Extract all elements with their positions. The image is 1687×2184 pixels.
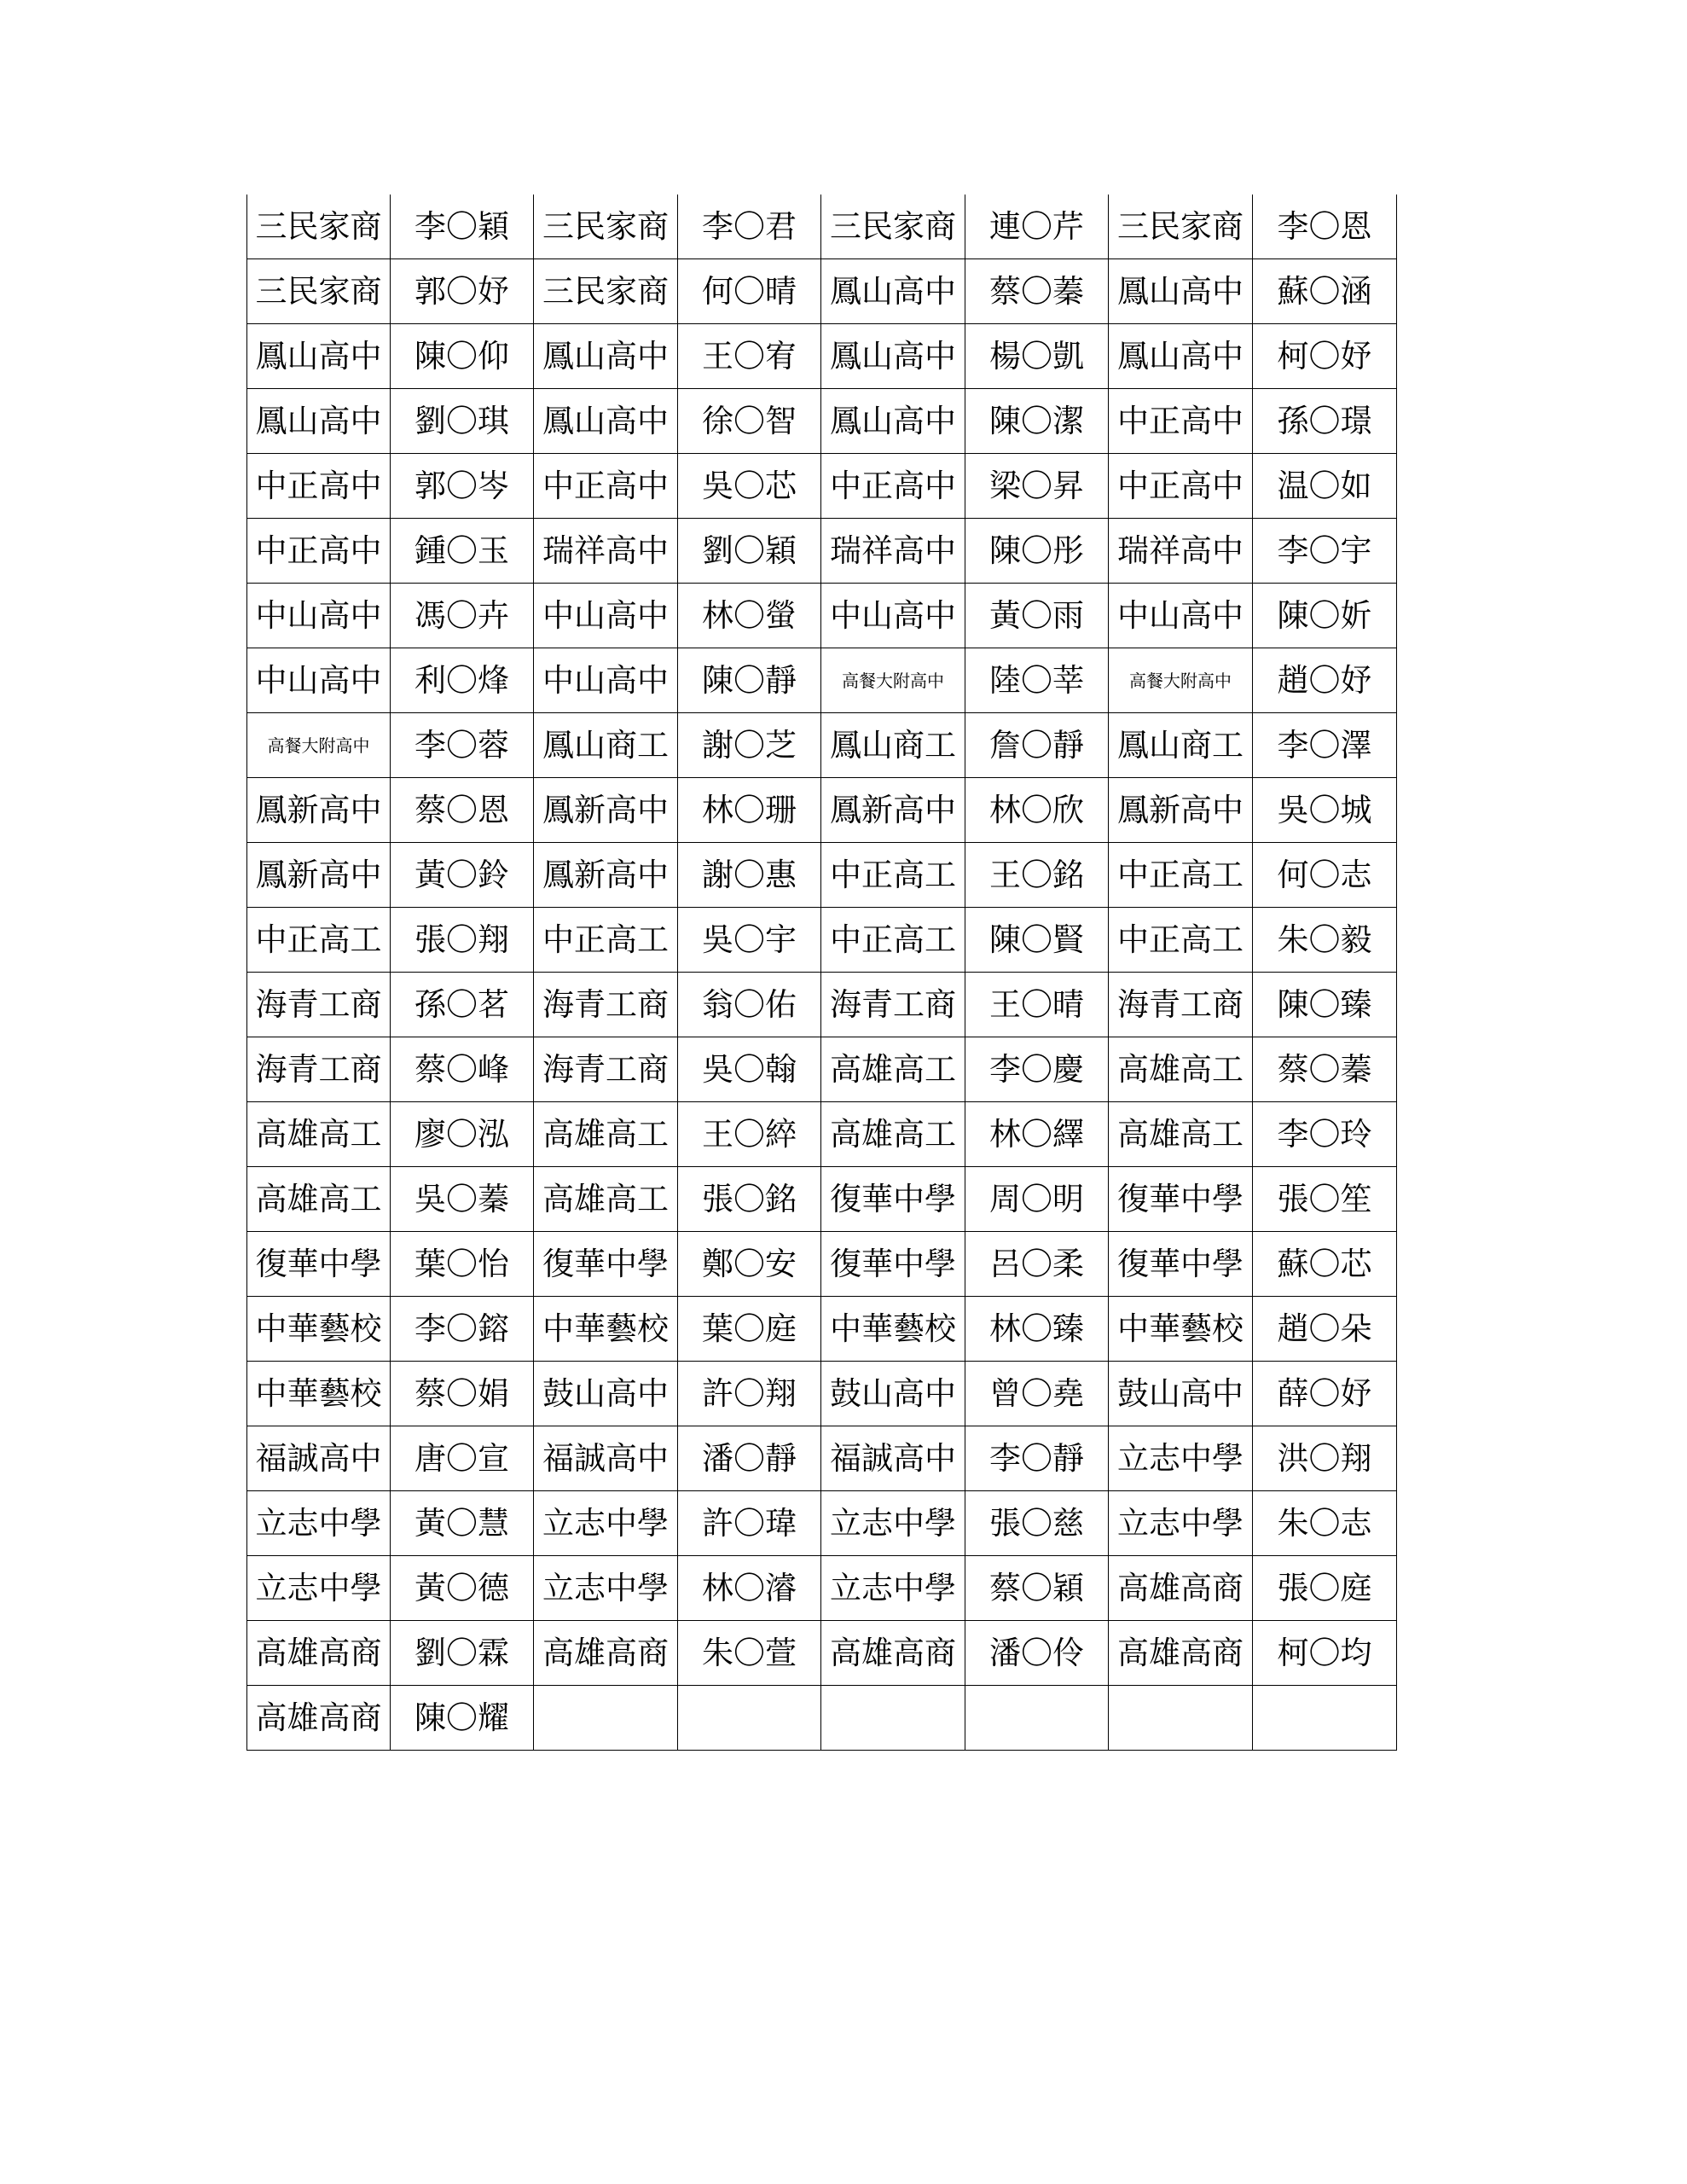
table-row <box>247 1621 1397 1686</box>
student-name-cell: 劉〇霖 <box>391 1621 534 1686</box>
student-name-cell: 李〇慶 <box>965 1037 1109 1102</box>
school-cell: 鳳山商工 <box>821 713 965 778</box>
student-name-cell: 許〇翔 <box>678 1362 821 1426</box>
school-cell: 中正高工 <box>1109 843 1253 908</box>
table-row <box>247 1102 1397 1167</box>
student-name-cell: 何〇志 <box>1253 843 1397 908</box>
student-name-cell: 蔡〇蓁 <box>965 259 1109 324</box>
student-name-cell: 林〇繹 <box>965 1102 1109 1167</box>
student-name-cell: 薛〇妤 <box>1253 1362 1397 1426</box>
student-name-cell: 張〇銘 <box>678 1167 821 1232</box>
school-cell: 鼓山高中 <box>534 1362 678 1426</box>
student-name-cell: 吳〇芯 <box>678 454 821 519</box>
school-cell: 海青工商 <box>821 973 965 1037</box>
school-cell: 三民家商 <box>247 259 391 324</box>
table-row <box>247 1426 1397 1491</box>
student-name-cell: 李〇恩 <box>1253 195 1397 259</box>
school-cell: 高雄高商 <box>534 1621 678 1686</box>
student-name-cell: 連〇芹 <box>965 195 1109 259</box>
student-name-cell: 曾〇堯 <box>965 1362 1109 1426</box>
student-name-cell: 蘇〇涵 <box>1253 259 1397 324</box>
school-cell: 海青工商 <box>247 1037 391 1102</box>
student-name-cell: 林〇欣 <box>965 778 1109 843</box>
table-row <box>247 1037 1397 1102</box>
table-row <box>247 195 1397 259</box>
student-name-cell: 劉〇穎 <box>678 519 821 584</box>
student-name-cell <box>1253 1686 1397 1751</box>
student-name-cell: 鍾〇玉 <box>391 519 534 584</box>
student-name-cell: 李〇宇 <box>1253 519 1397 584</box>
school-cell: 立志中學 <box>247 1491 391 1556</box>
school-cell: 復華中學 <box>1109 1167 1253 1232</box>
student-name-cell: 梁〇昇 <box>965 454 1109 519</box>
student-name-cell: 張〇慈 <box>965 1491 1109 1556</box>
school-cell: 中正高工 <box>1109 908 1253 973</box>
school-cell: 高雄高商 <box>1109 1621 1253 1686</box>
school-cell: 高雄高商 <box>1109 1556 1253 1621</box>
student-name-cell: 陳〇妡 <box>1253 584 1397 648</box>
student-name-cell: 翁〇佑 <box>678 973 821 1037</box>
student-name-cell: 林〇臻 <box>965 1297 1109 1362</box>
student-name-cell: 張〇庭 <box>1253 1556 1397 1621</box>
student-name-cell: 廖〇泓 <box>391 1102 534 1167</box>
student-name-cell: 周〇明 <box>965 1167 1109 1232</box>
school-cell: 高雄高工 <box>247 1167 391 1232</box>
student-name-cell: 蔡〇峰 <box>391 1037 534 1102</box>
student-name-cell: 李〇蓉 <box>391 713 534 778</box>
student-name-cell: 許〇瑋 <box>678 1491 821 1556</box>
school-cell: 中正高中 <box>1109 389 1253 454</box>
student-name-cell: 林〇螢 <box>678 584 821 648</box>
school-cell: 中華藝校 <box>1109 1297 1253 1362</box>
school-cell: 鳳山高中 <box>534 324 678 389</box>
school-cell: 復華中學 <box>1109 1232 1253 1297</box>
student-name-cell: 李〇君 <box>678 195 821 259</box>
school-cell: 高雄高工 <box>247 1102 391 1167</box>
student-name-cell: 李〇靜 <box>965 1426 1109 1491</box>
student-name-cell: 利〇烽 <box>391 648 534 713</box>
table-row <box>247 1491 1397 1556</box>
school-cell: 復華中學 <box>821 1167 965 1232</box>
roster-table <box>246 195 1397 1751</box>
table-row <box>247 389 1397 454</box>
school-cell: 瑞祥高中 <box>821 519 965 584</box>
school-cell: 鳳新高中 <box>1109 778 1253 843</box>
table-row <box>247 259 1397 324</box>
table-row <box>247 1167 1397 1232</box>
table-row <box>247 1362 1397 1426</box>
school-cell: 鳳新高中 <box>821 778 965 843</box>
student-name-cell: 林〇珊 <box>678 778 821 843</box>
student-name-cell: 李〇穎 <box>391 195 534 259</box>
school-cell: 鳳新高中 <box>534 843 678 908</box>
student-name-cell: 王〇晴 <box>965 973 1109 1037</box>
student-name-cell: 林〇濬 <box>678 1556 821 1621</box>
student-name-cell: 唐〇宣 <box>391 1426 534 1491</box>
student-name-cell: 謝〇惠 <box>678 843 821 908</box>
student-name-cell: 潘〇靜 <box>678 1426 821 1491</box>
school-cell: 中正高工 <box>821 908 965 973</box>
school-cell: 中正高中 <box>247 454 391 519</box>
school-cell: 鳳山高中 <box>821 259 965 324</box>
table-row <box>247 454 1397 519</box>
school-cell: 中正高中 <box>1109 454 1253 519</box>
school-cell: 高雄高工 <box>1109 1037 1253 1102</box>
student-name-cell: 陳〇仰 <box>391 324 534 389</box>
school-cell: 復華中學 <box>534 1232 678 1297</box>
school-cell: 中華藝校 <box>247 1362 391 1426</box>
school-cell: 鳳山高中 <box>247 324 391 389</box>
student-name-cell: 葉〇怡 <box>391 1232 534 1297</box>
school-cell: 高餐大附高中 <box>1109 648 1253 713</box>
student-name-cell: 朱〇毅 <box>1253 908 1397 973</box>
table-row <box>247 1686 1397 1751</box>
student-name-cell: 陸〇莘 <box>965 648 1109 713</box>
student-name-cell: 詹〇靜 <box>965 713 1109 778</box>
school-cell: 三民家商 <box>1109 195 1253 259</box>
school-cell: 鳳山商工 <box>534 713 678 778</box>
school-cell: 三民家商 <box>247 195 391 259</box>
school-cell: 中山高中 <box>247 584 391 648</box>
school-cell: 福誠高中 <box>821 1426 965 1491</box>
school-cell: 鳳山高中 <box>1109 259 1253 324</box>
roster-body <box>247 195 1397 1751</box>
school-cell: 鳳新高中 <box>247 778 391 843</box>
student-name-cell: 何〇晴 <box>678 259 821 324</box>
student-name-cell: 黃〇德 <box>391 1556 534 1621</box>
student-name-cell: 陳〇賢 <box>965 908 1109 973</box>
student-name-cell: 朱〇志 <box>1253 1491 1397 1556</box>
student-name-cell: 吳〇宇 <box>678 908 821 973</box>
school-cell: 高雄高工 <box>534 1167 678 1232</box>
student-name-cell: 劉〇琪 <box>391 389 534 454</box>
student-name-cell: 蔡〇娟 <box>391 1362 534 1426</box>
student-name-cell: 郭〇妤 <box>391 259 534 324</box>
school-cell: 立志中學 <box>1109 1491 1253 1556</box>
school-cell: 中正高中 <box>247 519 391 584</box>
school-cell: 復華中學 <box>821 1232 965 1297</box>
student-name-cell: 馮〇卉 <box>391 584 534 648</box>
student-name-cell: 趙〇朵 <box>1253 1297 1397 1362</box>
student-name-cell: 蘇〇芯 <box>1253 1232 1397 1297</box>
school-cell: 鳳新高中 <box>534 778 678 843</box>
school-cell: 高餐大附高中 <box>247 713 391 778</box>
school-cell: 三民家商 <box>534 259 678 324</box>
student-name-cell: 陳〇臻 <box>1253 973 1397 1037</box>
school-cell <box>821 1686 965 1751</box>
school-cell: 立志中學 <box>534 1491 678 1556</box>
school-cell: 高雄高工 <box>821 1102 965 1167</box>
table-row <box>247 778 1397 843</box>
student-name-cell: 李〇鎔 <box>391 1297 534 1362</box>
student-name-cell: 蔡〇穎 <box>965 1556 1109 1621</box>
school-cell: 海青工商 <box>247 973 391 1037</box>
student-name-cell: 黃〇慧 <box>391 1491 534 1556</box>
school-cell: 三民家商 <box>534 195 678 259</box>
school-cell: 中山高中 <box>821 584 965 648</box>
school-cell: 福誠高中 <box>247 1426 391 1491</box>
student-name-cell: 朱〇萱 <box>678 1621 821 1686</box>
school-cell: 中山高中 <box>247 648 391 713</box>
school-cell: 鳳山高中 <box>247 389 391 454</box>
school-cell: 高雄高商 <box>247 1686 391 1751</box>
school-cell: 高餐大附高中 <box>821 648 965 713</box>
school-cell: 立志中學 <box>247 1556 391 1621</box>
student-name-cell: 孫〇茗 <box>391 973 534 1037</box>
student-name-cell: 郭〇岑 <box>391 454 534 519</box>
school-cell: 高雄高工 <box>821 1037 965 1102</box>
school-cell: 鼓山高中 <box>821 1362 965 1426</box>
student-name-cell: 孫〇璟 <box>1253 389 1397 454</box>
student-name-cell: 陳〇潔 <box>965 389 1109 454</box>
school-cell: 中正高工 <box>821 843 965 908</box>
table-row <box>247 519 1397 584</box>
school-cell: 中正高工 <box>247 908 391 973</box>
school-cell: 中華藝校 <box>247 1297 391 1362</box>
student-name-cell: 張〇笙 <box>1253 1167 1397 1232</box>
school-cell: 鳳新高中 <box>247 843 391 908</box>
table-row <box>247 908 1397 973</box>
student-name-cell: 陳〇耀 <box>391 1686 534 1751</box>
student-name-cell: 柯〇妤 <box>1253 324 1397 389</box>
student-name-cell: 吳〇翰 <box>678 1037 821 1102</box>
school-cell: 鼓山高中 <box>1109 1362 1253 1426</box>
student-name-cell: 柯〇均 <box>1253 1621 1397 1686</box>
table-row <box>247 1297 1397 1362</box>
school-cell: 福誠高中 <box>534 1426 678 1491</box>
school-cell: 立志中學 <box>821 1556 965 1621</box>
student-name-cell: 吳〇城 <box>1253 778 1397 843</box>
school-cell: 鳳山高中 <box>1109 324 1253 389</box>
student-name-cell: 王〇銘 <box>965 843 1109 908</box>
school-cell: 立志中學 <box>821 1491 965 1556</box>
school-cell: 鳳山高中 <box>534 389 678 454</box>
school-cell: 中華藝校 <box>534 1297 678 1362</box>
school-cell: 中山高中 <box>1109 584 1253 648</box>
student-name-cell: 温〇如 <box>1253 454 1397 519</box>
school-cell: 立志中學 <box>1109 1426 1253 1491</box>
table-row <box>247 1556 1397 1621</box>
student-name-cell: 趙〇妤 <box>1253 648 1397 713</box>
school-cell: 瑞祥高中 <box>1109 519 1253 584</box>
student-name-cell: 蔡〇蓁 <box>1253 1037 1397 1102</box>
student-name-cell: 洪〇翔 <box>1253 1426 1397 1491</box>
school-cell: 中山高中 <box>534 648 678 713</box>
student-name-cell <box>678 1686 821 1751</box>
student-name-cell: 呂〇柔 <box>965 1232 1109 1297</box>
school-cell: 鳳山高中 <box>821 389 965 454</box>
school-cell: 海青工商 <box>1109 973 1253 1037</box>
student-name-cell: 黃〇鈴 <box>391 843 534 908</box>
table-row <box>247 584 1397 648</box>
table-row <box>247 973 1397 1037</box>
student-name-cell: 陳〇彤 <box>965 519 1109 584</box>
school-cell <box>1109 1686 1253 1751</box>
student-name-cell: 張〇翔 <box>391 908 534 973</box>
student-name-cell: 潘〇伶 <box>965 1621 1109 1686</box>
school-cell: 中正高中 <box>821 454 965 519</box>
school-cell: 中山高中 <box>534 584 678 648</box>
school-cell: 高雄高商 <box>247 1621 391 1686</box>
table-row <box>247 843 1397 908</box>
table-row <box>247 648 1397 713</box>
school-cell: 立志中學 <box>534 1556 678 1621</box>
school-cell: 中華藝校 <box>821 1297 965 1362</box>
school-cell <box>534 1686 678 1751</box>
school-cell: 三民家商 <box>821 195 965 259</box>
school-cell: 中正高工 <box>534 908 678 973</box>
school-cell: 海青工商 <box>534 973 678 1037</box>
student-name-cell: 王〇宥 <box>678 324 821 389</box>
school-cell: 海青工商 <box>534 1037 678 1102</box>
school-cell: 瑞祥高中 <box>534 519 678 584</box>
student-name-cell: 李〇玲 <box>1253 1102 1397 1167</box>
student-name-cell: 葉〇庭 <box>678 1297 821 1362</box>
student-name-cell: 李〇澤 <box>1253 713 1397 778</box>
school-cell: 鳳山商工 <box>1109 713 1253 778</box>
table-row <box>247 324 1397 389</box>
student-name-cell: 王〇綷 <box>678 1102 821 1167</box>
student-name-cell: 徐〇智 <box>678 389 821 454</box>
student-name-cell: 吳〇蓁 <box>391 1167 534 1232</box>
student-name-cell: 蔡〇恩 <box>391 778 534 843</box>
student-name-cell: 黃〇雨 <box>965 584 1109 648</box>
school-cell: 高雄高商 <box>821 1621 965 1686</box>
table-row <box>247 1232 1397 1297</box>
school-cell: 高雄高工 <box>1109 1102 1253 1167</box>
school-cell: 中正高中 <box>534 454 678 519</box>
student-name-cell <box>965 1686 1109 1751</box>
school-cell: 復華中學 <box>247 1232 391 1297</box>
student-name-cell: 鄭〇安 <box>678 1232 821 1297</box>
table-row <box>247 713 1397 778</box>
school-cell: 鳳山高中 <box>821 324 965 389</box>
student-name-cell: 陳〇靜 <box>678 648 821 713</box>
school-cell: 高雄高工 <box>534 1102 678 1167</box>
student-name-cell: 楊〇凱 <box>965 324 1109 389</box>
student-name-cell: 謝〇芝 <box>678 713 821 778</box>
